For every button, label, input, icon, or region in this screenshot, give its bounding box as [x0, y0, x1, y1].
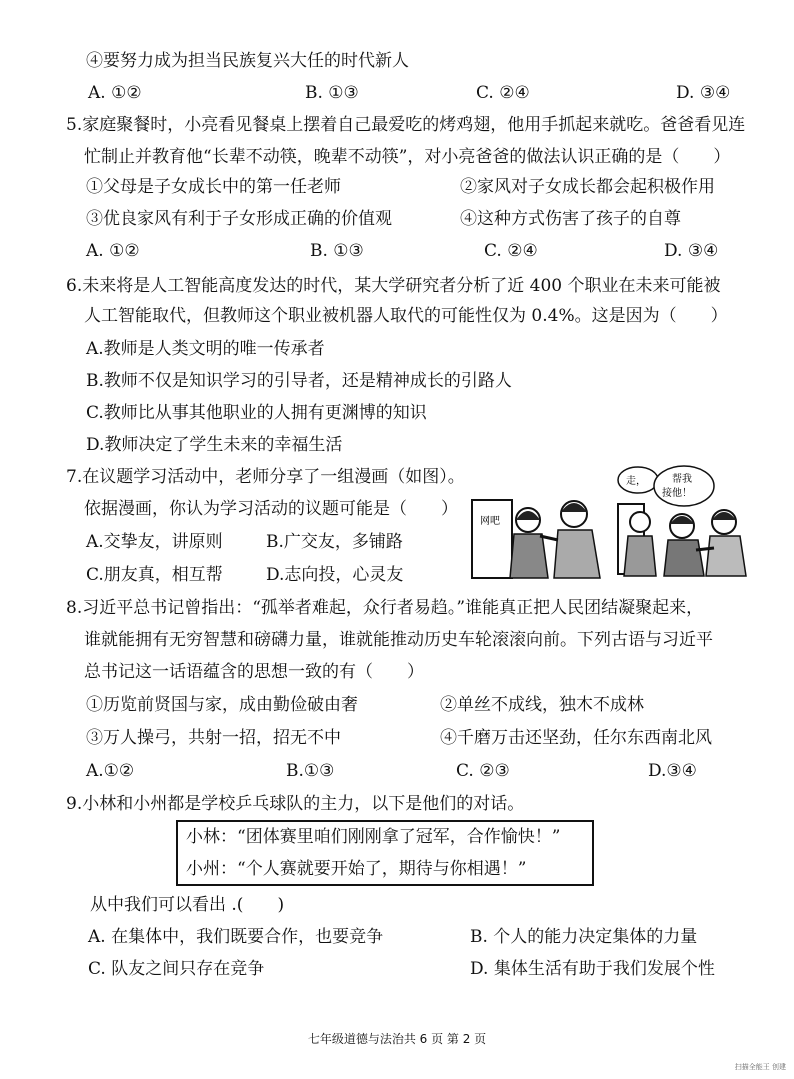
q5-option-b: B. ①③ — [310, 241, 364, 261]
q6-stem-line2: 人工智能取代，但教师这个职业被机器人取代的可能性仅为 0.4%。这是因为（ ） — [84, 306, 728, 326]
cartoon-left-panel — [470, 490, 610, 584]
q8-option-c: C. ②③ — [456, 761, 510, 781]
q5-option-a: A. ①② — [86, 241, 140, 261]
q5-option-c: C. ②④ — [484, 241, 538, 261]
q9-option-b: B. 个人的能力决定集体的力量 — [470, 927, 698, 947]
svg-text:接他！: 接他！ — [662, 488, 692, 499]
q7-stem-line1: 7.在议题学习活动中，老师分享了一组漫画（如图）。 — [66, 467, 465, 487]
q4-option-c: C. ②④ — [476, 83, 530, 103]
q7-option-b: B.广交友，多铺路 — [266, 532, 403, 552]
q6-option-a: A.教师是人类文明的唯一传承者 — [86, 339, 325, 359]
q9-dialog-line2: 小州：“个人赛就要开始了，期待与你相遇！” — [186, 859, 527, 879]
q4-option-d: D. ③④ — [676, 83, 731, 103]
q8-option-d: D.③④ — [648, 761, 697, 781]
cartoon-speech-bubble-2 — [654, 466, 714, 506]
q7-option-c: C.朋友真，相互帮 — [86, 565, 223, 585]
q8-stem-line2: 谁就能拥有无穷智慧和磅礴力量，谁就能推动历史车轮滚滚向前。下列古语与习近平 — [84, 630, 713, 650]
q7-stem-line2: 依据漫画，你认为学习活动的议题可能是（ ） — [84, 499, 458, 519]
q5-item2: ②家风对子女成长都会起积极作用 — [460, 177, 715, 197]
q9-option-d: D. 集体生活有助于我们发展个性 — [470, 959, 715, 979]
q9-stem: 9.小林和小州都是学校乒乓球队的主力，以下是他们的对话。 — [66, 794, 525, 814]
q8-item1: ①历览前贤国与家，成由勤俭破由奢 — [86, 695, 358, 715]
q8-item2: ②单丝不成线，独木不成林 — [440, 695, 644, 715]
q9-option-a: A. 在集体中，我们既要合作，也要竞争 — [88, 927, 384, 947]
q9-option-c: C. 队友之间只存在竞争 — [88, 959, 265, 979]
q8-stem-line1: 8.习近平总书记曾指出：“孤举者难起，众行者易趋。”谁能真正把人民团结凝聚起来， — [66, 598, 704, 618]
cartoon-right-illustration — [616, 464, 750, 580]
cartoon-internet-cafe-sign: 网吧 — [480, 516, 500, 527]
svg-text:走，: 走， — [626, 476, 646, 487]
q4-option-b: B. ①③ — [305, 83, 359, 103]
q4-item4: ④要努力成为担当民族复兴大任的时代新人 — [86, 51, 409, 71]
q5-stem-line2: 忙制止并教育他“长辈不动筷，晚辈不动筷”，对小亮爸爸的做法认识正确的是（ ） — [84, 147, 731, 167]
q5-stem-line1: 5.家庭聚餐时，小亮看见餐桌上摆着自己最爱吃的烤鸡翅，他用手抓起来就吃。爸爸看见连 — [66, 115, 746, 135]
q9-dialog-line1: 小林：“团体赛里咱们刚刚拿了冠军，合作愉快！” — [186, 827, 561, 847]
q5-item3: ③优良家风有利于子女形成正确的价值观 — [86, 209, 392, 229]
q9-question: 从中我们可以看出 .( ) — [90, 895, 285, 915]
q6-option-d: D.教师决定了学生未来的幸福生活 — [86, 435, 343, 455]
q7-option-d: D.志向投，心灵友 — [266, 565, 404, 585]
q8-option-a: A.①② — [86, 761, 135, 781]
cartoon-left-illustration — [470, 490, 610, 580]
q4-option-a: A. ①② — [88, 83, 142, 103]
q5-option-d: D. ③④ — [664, 241, 719, 261]
q5-item1: ①父母是子女成长中的第一任老师 — [86, 177, 341, 197]
scanner-watermark: 扫描全能王 创建 — [734, 1063, 786, 1071]
q5-item4: ④这种方式伤害了孩子的自尊 — [460, 209, 681, 229]
q8-item4: ④千磨万击还坚劲，任尔东西南北风 — [440, 728, 712, 748]
cartoon-right-panel — [616, 464, 750, 584]
cartoon-internet-cafe-door — [472, 500, 512, 578]
q6-stem-line1: 6.未来将是人工智能高度发达的时代，某大学研究者分析了近 400 个职业在未来可能被 — [66, 276, 721, 296]
q8-item3: ③万人操弓，共射一招，招无不中 — [86, 728, 341, 748]
q8-option-b: B.①③ — [286, 761, 335, 781]
q6-option-b: B.教师不仅是知识学习的引导者，还是精神成长的引路人 — [86, 371, 512, 391]
q6-option-c: C.教师比从事其他职业的人拥有更渊博的知识 — [86, 403, 427, 423]
svg-text:帮我: 帮我 — [672, 474, 692, 485]
q7-option-a: A.交挚友，讲原则 — [86, 532, 223, 552]
page-footer: 七年级道德与法治共 6 页 第 2 页 — [307, 1032, 487, 1046]
q8-stem-line3: 总书记这一话语蕴含的思想一致的有（ ） — [84, 662, 424, 682]
